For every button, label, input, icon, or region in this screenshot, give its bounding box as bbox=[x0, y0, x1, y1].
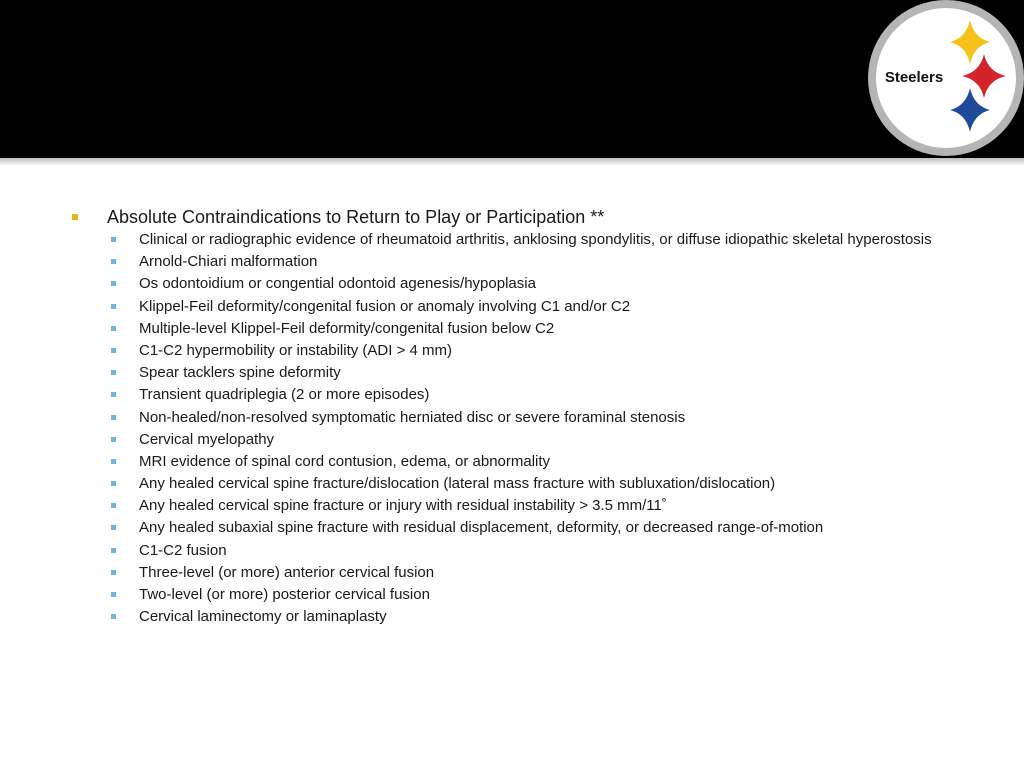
square-bullet-icon bbox=[111, 548, 116, 553]
list-item: Spear tacklers spine deformity bbox=[70, 364, 970, 381]
contraindication-list bbox=[70, 231, 970, 625]
slide-body bbox=[70, 206, 970, 630]
bullet-heading bbox=[70, 206, 970, 228]
list-item: Two-level (or more) posterior cervical fusion bbox=[70, 586, 970, 603]
square-bullet-icon bbox=[111, 237, 116, 242]
square-bullet-icon bbox=[111, 614, 116, 619]
list-item: Transient quadriplegia (2 or more episodes) bbox=[70, 386, 970, 403]
square-bullet-icon bbox=[111, 348, 116, 353]
square-bullet-icon bbox=[111, 304, 116, 309]
heading-text: Absolute Contraindications to Return to Play or Participation ** bbox=[107, 207, 605, 227]
square-bullet-icon bbox=[111, 415, 116, 420]
list-item: MRI evidence of spinal cord contusion, edema, or abnormality bbox=[70, 453, 970, 470]
list-item: Arnold-Chiari malformation bbox=[70, 253, 970, 270]
list-item: Non-healed/non-resolved symptomatic herniated disc or severe foraminal stenosis bbox=[70, 409, 970, 426]
list-item: Clinical or radiographic evidence of rheumatoid arthritis, anklosing spondylitis, or diffuse idiopathic skeletal hyperostosis bbox=[70, 231, 970, 248]
square-bullet-icon bbox=[111, 281, 116, 286]
list-item: Multiple-level Klippel-Feil deformity/congenital fusion below C2 bbox=[70, 320, 970, 337]
square-bullet-icon bbox=[111, 370, 116, 375]
list-item: Cervical myelopathy bbox=[70, 431, 970, 448]
list-item: C1-C2 fusion bbox=[70, 542, 970, 559]
list-item: Klippel-Feil deformity/congenital fusion or anomaly involving C1 and/or C2 bbox=[70, 298, 970, 315]
square-bullet-icon bbox=[111, 592, 116, 597]
list-item: Any healed cervical spine fracture/dislocation (lateral mass fracture with subluxation/dislocation) bbox=[70, 475, 970, 492]
square-bullet-icon bbox=[111, 525, 116, 530]
square-bullet-icon bbox=[111, 437, 116, 442]
steelers-logo bbox=[866, 0, 1024, 160]
square-bullet-icon bbox=[111, 259, 116, 264]
square-bullet-icon bbox=[111, 570, 116, 575]
logo-wordmark: Steelers bbox=[884, 69, 944, 86]
square-bullet-icon bbox=[72, 214, 78, 220]
list-item: C1-C2 hypermobility or instability (ADI > 4 mm) bbox=[70, 342, 970, 359]
square-bullet-icon bbox=[111, 459, 116, 464]
list-item: Os odontoidium or congential odontoid agenesis/hypoplasia bbox=[70, 275, 970, 292]
list-item: Three-level (or more) anterior cervical fusion bbox=[70, 564, 970, 581]
square-bullet-icon bbox=[111, 481, 116, 486]
square-bullet-icon bbox=[111, 503, 116, 508]
list-item: Cervical laminectomy or laminaplasty bbox=[70, 608, 970, 625]
square-bullet-icon bbox=[111, 326, 116, 331]
square-bullet-icon bbox=[111, 392, 116, 397]
list-item: Any healed subaxial spine fracture with residual displacement, deformity, or decreased range-of-motion bbox=[70, 519, 970, 536]
list-item: Any healed cervical spine fracture or injury with residual instability > 3.5 mm/11˚ bbox=[70, 497, 970, 514]
